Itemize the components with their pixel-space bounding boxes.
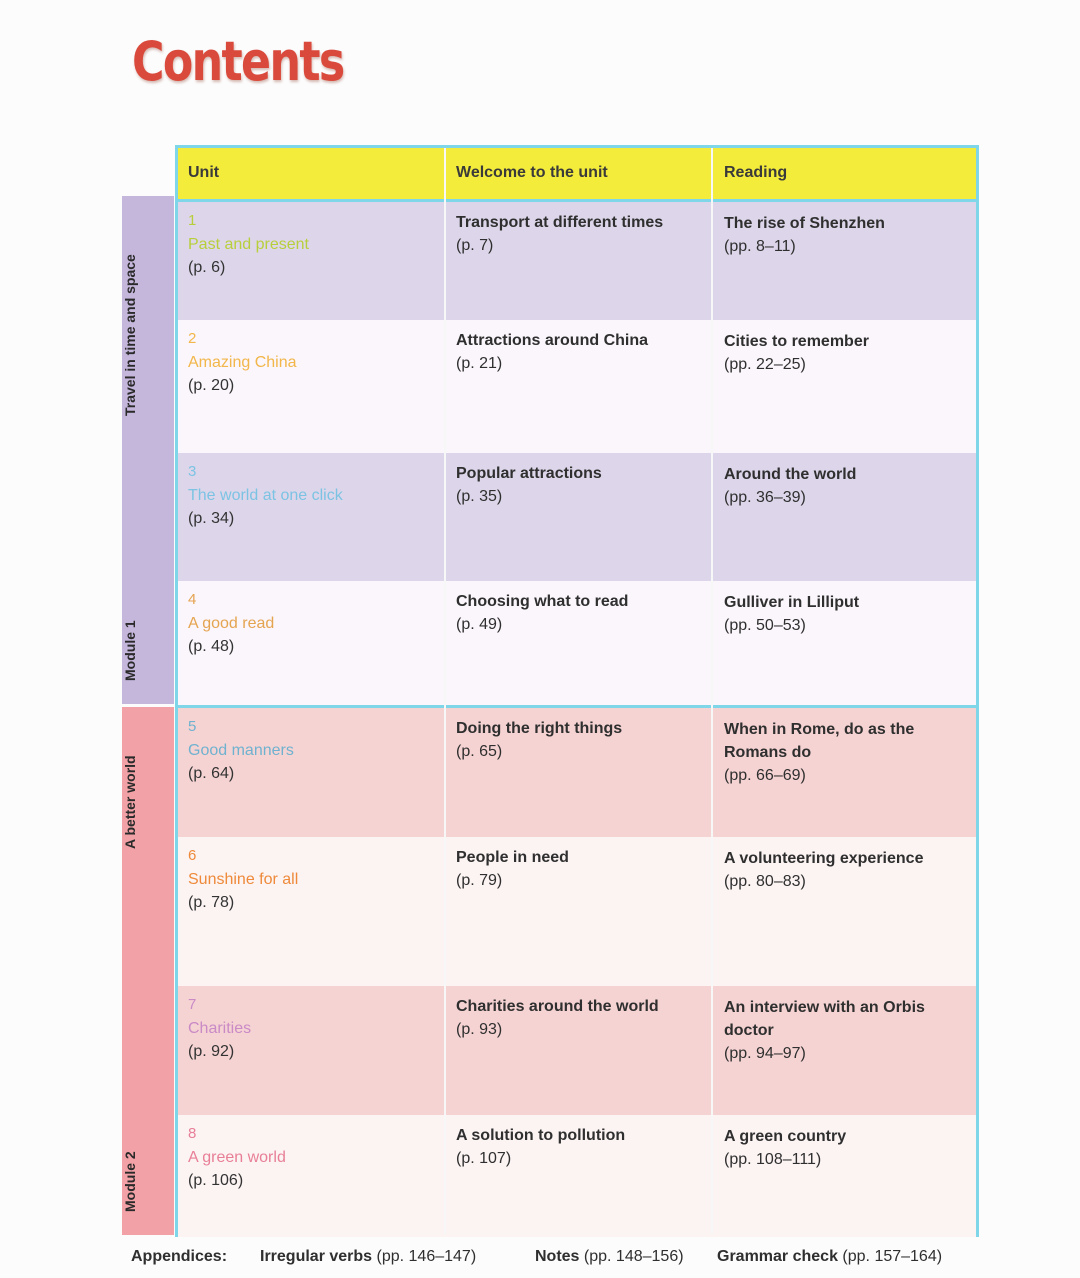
contents-table (175, 145, 979, 1237)
page-title: Contents (132, 30, 344, 93)
unit-page: (p. 106) (188, 1172, 244, 1189)
welcome-cell (456, 995, 659, 1041)
module-1-label: Module 1 (122, 620, 138, 681)
reading-title-line: Romans do (724, 744, 812, 761)
welcome-title: Popular attractions (456, 465, 602, 482)
header-welcome: Welcome to the unit (456, 164, 608, 181)
unit-number: 8 (188, 1125, 197, 1142)
reading-page: (pp. 36–39) (724, 489, 806, 506)
unit-number: 2 (188, 330, 197, 347)
reading-page: (pp. 108–111) (724, 1151, 822, 1168)
unit-title: The world at one click (188, 487, 343, 504)
appendix-notes: Notes (pp. 148–156) (535, 1248, 684, 1265)
reading-title-line: Gulliver in Lilliput (724, 594, 860, 611)
reading-cell (724, 1125, 846, 1171)
welcome-page: (p. 7) (456, 237, 494, 254)
unit-page: (p. 6) (188, 259, 226, 276)
reading-title-line: When in Rome, do as the (724, 721, 915, 738)
unit-page: (p. 64) (188, 765, 235, 782)
unit-title: Past and present (188, 236, 309, 253)
welcome-cell (456, 1124, 625, 1170)
welcome-cell (456, 590, 628, 636)
reading-page: (pp. 66–69) (724, 767, 806, 784)
reading-cell (724, 463, 856, 509)
reading-title-line: An interview with an Orbis (724, 999, 925, 1016)
unit-title: A good read (188, 615, 275, 632)
welcome-title: Doing the right things (456, 720, 623, 737)
welcome-page: (p. 107) (456, 1150, 512, 1167)
appendices-label: Appendices: (131, 1248, 228, 1265)
reading-page: (pp. 8–11) (724, 238, 796, 255)
unit-number: 5 (188, 718, 197, 735)
reading-cell (724, 847, 923, 893)
reading-cell (724, 330, 869, 376)
module-2-label: Module 2 (122, 1151, 138, 1212)
table-row (178, 581, 976, 705)
reading-cell (724, 718, 914, 787)
table-row (178, 453, 976, 581)
unit-title: Amazing China (188, 354, 297, 371)
reading-cell (724, 591, 859, 637)
welcome-title: Charities around the world (456, 998, 659, 1015)
appendix-irregular-verbs: Irregular verbs (pp. 146–147) (260, 1248, 477, 1265)
unit-page: (p. 34) (188, 510, 235, 527)
table-row (178, 202, 976, 320)
unit-title: A green world (188, 1149, 286, 1166)
reading-page: (pp. 22–25) (724, 356, 806, 373)
unit-number: 4 (188, 591, 197, 608)
reading-title-line: A green country (724, 1128, 847, 1145)
welcome-page: (p. 79) (456, 872, 503, 889)
welcome-title: Transport at different times (456, 214, 664, 231)
module-1-bar (122, 196, 174, 704)
welcome-title: Choosing what to read (456, 593, 629, 610)
welcome-title: Attractions around China (456, 332, 649, 349)
welcome-cell (456, 462, 602, 508)
reading-title-line: Around the world (724, 466, 857, 483)
table-row (178, 837, 976, 986)
column-divider (711, 148, 713, 1234)
table-header (178, 148, 976, 202)
unit-title: Sunshine for all (188, 871, 299, 888)
reading-cell (724, 212, 885, 258)
unit-number: 3 (188, 463, 197, 480)
welcome-cell (456, 211, 663, 257)
header-unit: Unit (188, 164, 220, 181)
welcome-title: People in need (456, 849, 569, 866)
reading-title-line: Cities to remember (724, 333, 869, 350)
unit-page: (p. 78) (188, 894, 235, 911)
unit-number: 7 (188, 996, 197, 1013)
module-1-theme: Travel in time and space (122, 254, 138, 416)
reading-page: (pp. 80–83) (724, 873, 806, 890)
reading-page: (pp. 94–97) (724, 1045, 806, 1062)
appendix-grammar-check: Grammar check (pp. 157–164) (717, 1248, 943, 1265)
unit-page: (p. 20) (188, 377, 235, 394)
table-row (178, 986, 976, 1115)
reading-title-line: The rise of Shenzhen (724, 215, 885, 232)
welcome-cell (456, 329, 648, 375)
module-2-theme: A better world (122, 755, 138, 849)
welcome-title: A solution to pollution (456, 1127, 626, 1144)
table-row (178, 1115, 976, 1237)
welcome-cell (456, 717, 622, 763)
welcome-page: (p. 35) (456, 488, 503, 505)
table-row (178, 708, 976, 837)
table-row (178, 320, 976, 453)
welcome-page: (p. 21) (456, 355, 503, 372)
unit-title: Charities (188, 1020, 252, 1037)
unit-page: (p. 92) (188, 1043, 235, 1060)
reading-cell (724, 996, 925, 1065)
unit-number: 1 (188, 212, 197, 229)
welcome-page: (p. 65) (456, 743, 503, 760)
welcome-page: (p. 93) (456, 1021, 503, 1038)
reading-title-line: A volunteering experience (724, 850, 924, 867)
unit-title: Good manners (188, 742, 294, 759)
column-divider (444, 148, 446, 1234)
welcome-cell (456, 846, 569, 892)
reading-title-line: doctor (724, 1022, 774, 1039)
module-2-bar (122, 707, 174, 1235)
module-divider (178, 705, 976, 708)
unit-number: 6 (188, 847, 197, 864)
reading-page: (pp. 50–53) (724, 617, 806, 634)
welcome-page: (p. 49) (456, 616, 503, 633)
header-reading: Reading (724, 164, 788, 181)
unit-page: (p. 48) (188, 638, 235, 655)
